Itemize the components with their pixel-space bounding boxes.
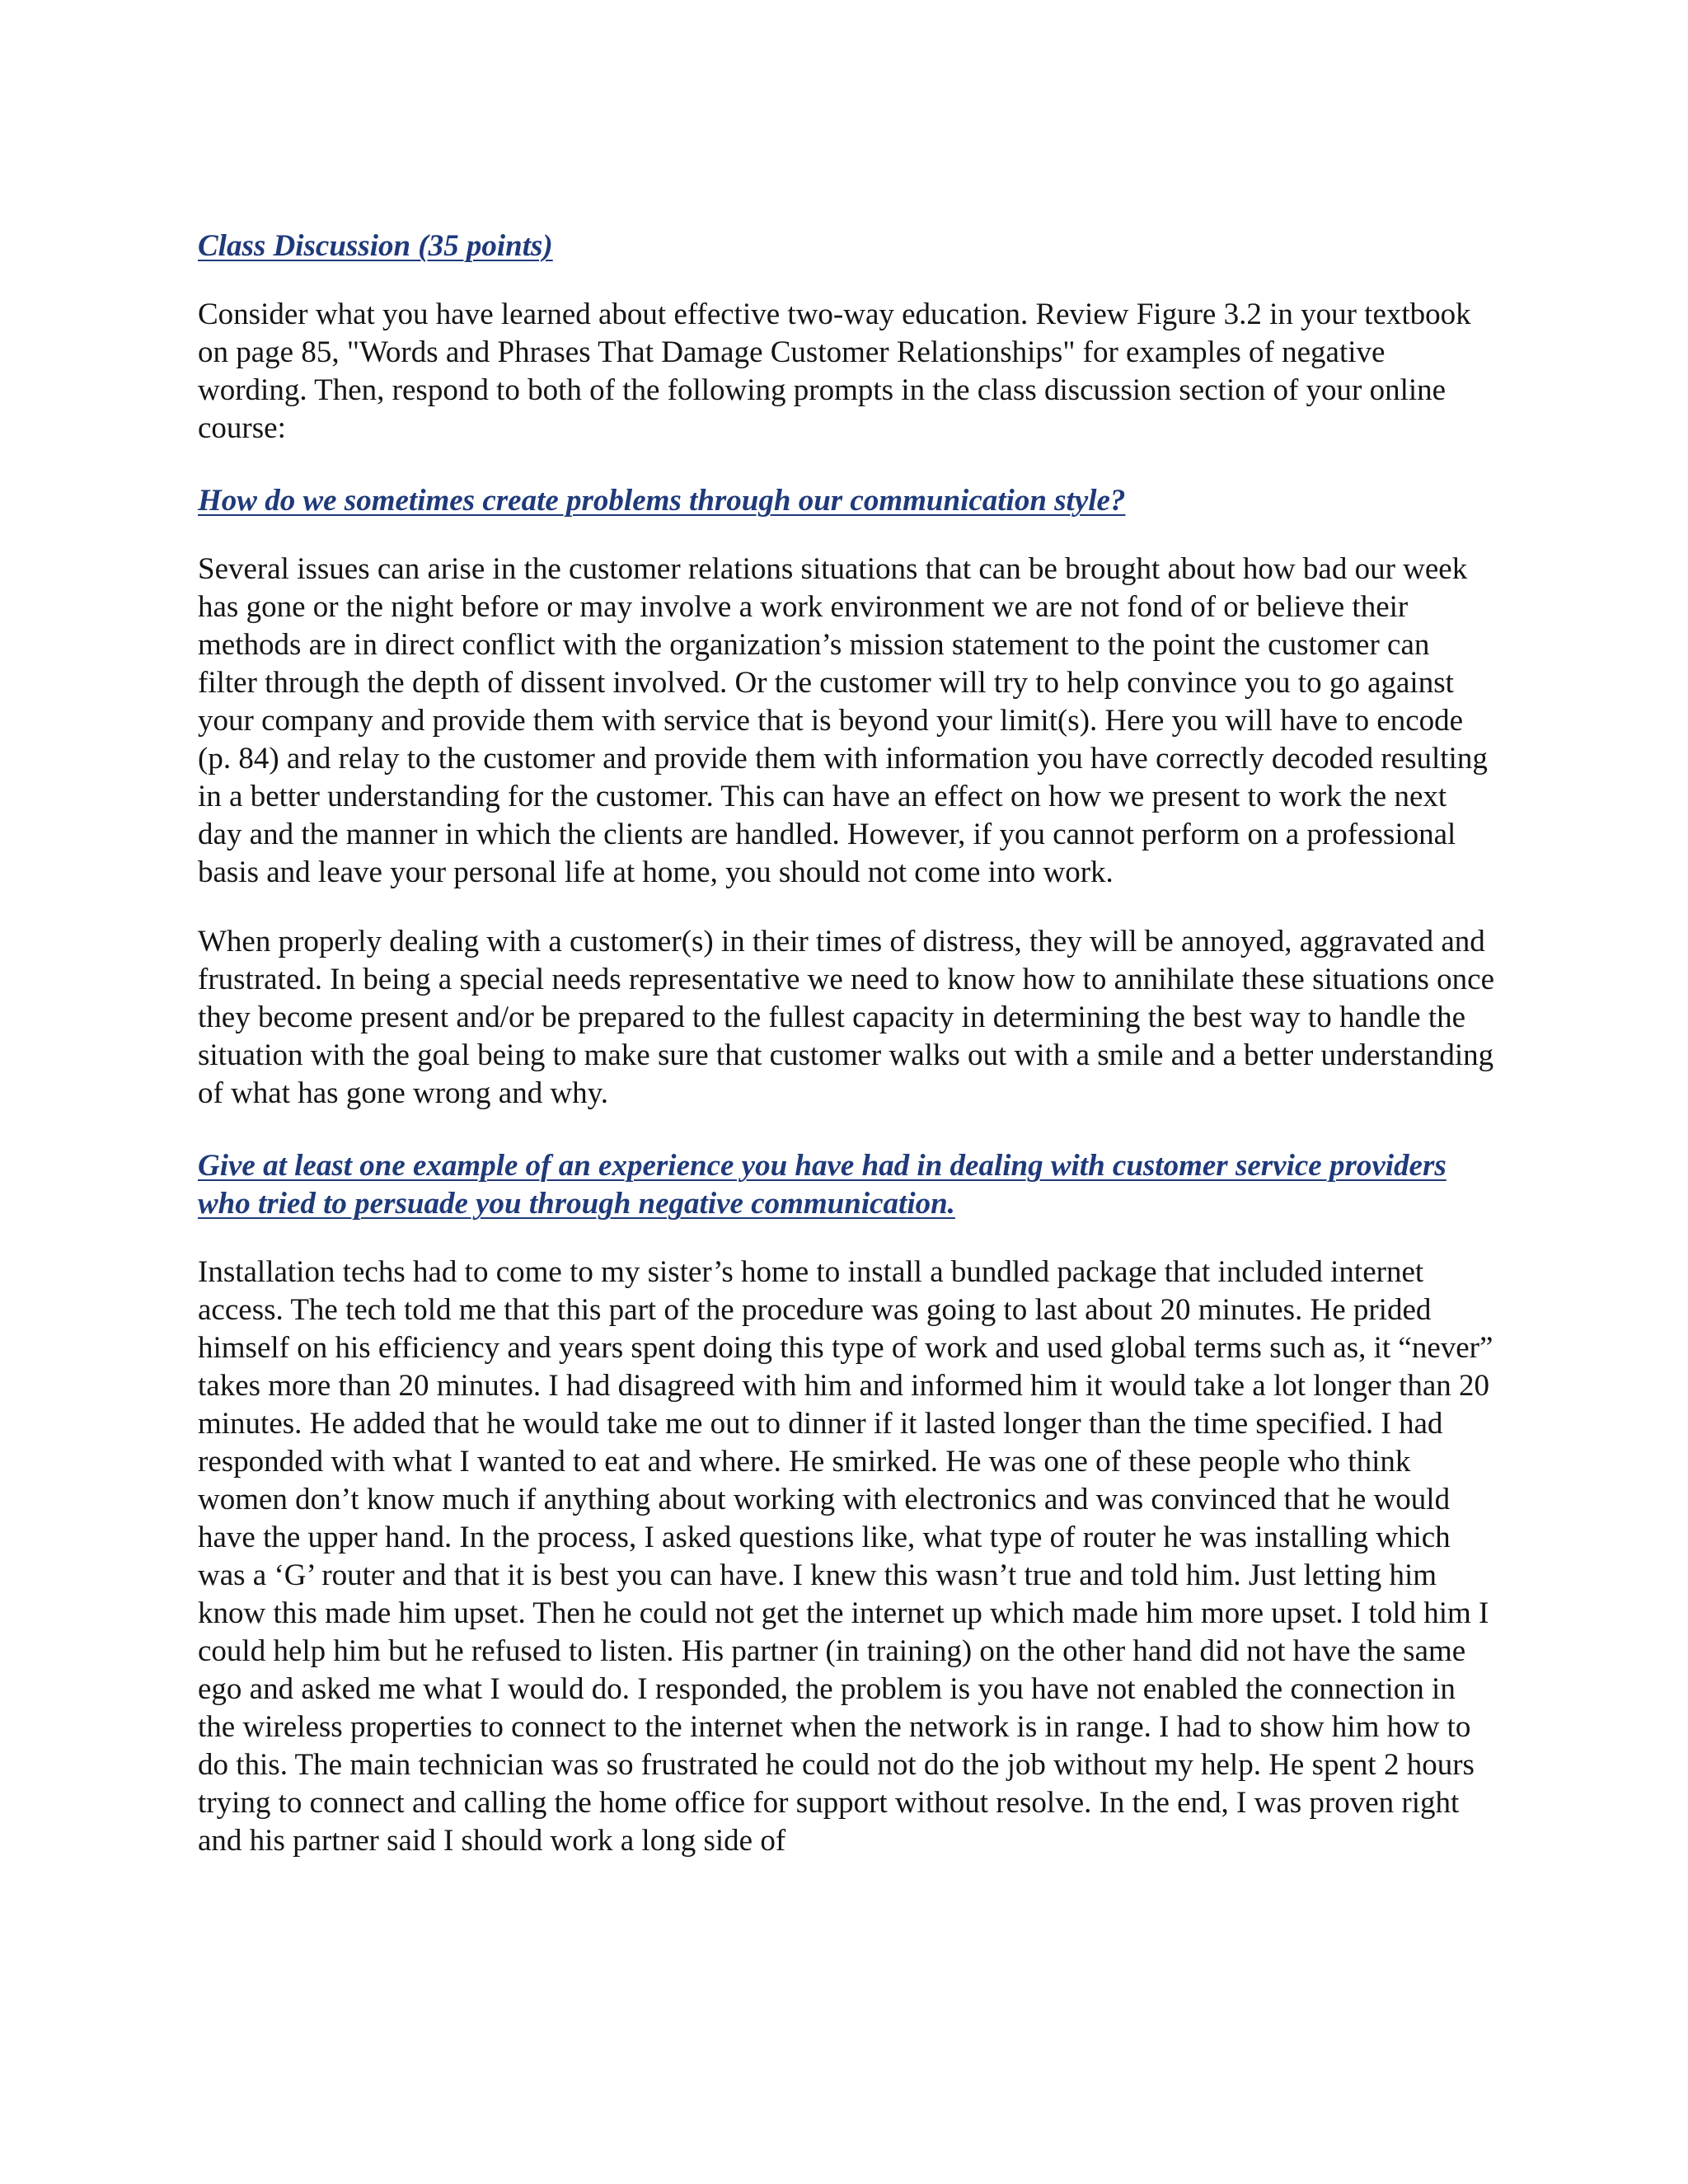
section-title: Class Discussion (35 points) [198, 229, 553, 263]
answer-1-paragraph-1: Several issues can arise in the customer relations situations that can be brought about how bad our week has gone or the night before or may involve a work environment we are not fond of or believe their methods are in direct conflict with the organization’s mission statement to the point the customer can filter through the depth of dissent involved. Or the customer will try to help convince you to go against your company and provide them with service that is beyond your limit(s). Here you will have to encode (p. 84) and relay to the customer and provide them with information you have correctly decoded resulting in a better understanding for the customer. This can have an effect on how we present to work the next day and the manner in which the clients are handled. However, if you cannot perform on a professional basis and leave your personal life at home, you should not come into work. [198, 552, 1488, 889]
answer-2-paragraph-1: Installation techs had to come to my sister’s home to install a bundled package that included internet access. The tech told me that this part of the procedure was going to last about 20 minutes. He prided himself on his efficiency and years spent doing this type of work and used global terms such as, it “never” takes more than 20 minutes. I had disagreed with him and informed him it would take a lot longer than 20 minutes. He added that he would take me out to dinner if it lasted longer than the time specified. I had responded with what I wanted to eat and where. He smirked. He was one of these people who think women don’t know much if anything about working with electronics and was convinced that he would have the upper hand. In the process, I asked questions like, what type of router he was installing which was a ‘G’ router and that it is best you can have. I knew this wasn’t true and told him. Just letting him know this made him upset. Then he could not get the internet up which made him more upset. I told him I could help him but he refused to listen. His partner (in training) on the other hand did not have the same ego and asked me what I would do. I responded, the problem is you have not enabled the connection in the wireless properties to connect to the internet when the network is in range. I had to show him how to do this. The main technician was so frustrated he could not do the job without my help. He spent 2 hours trying to connect and calling the home office for support without resolve. In the end, I was proven right and his partner said I should work a long side of [198, 1255, 1493, 1858]
answer-1-paragraph-2: When properly dealing with a customer(s) in their times of distress, they will be annoyed, aggravated and frustrated. In being a special needs representative we need to know how to annihilate these situations once they become present and/or be prepared to the fullest capacity in determining the best way to handle the situation with the goal being to make sure that customer walks out with a smile and a better understanding of what has gone wrong and why. [198, 925, 1495, 1110]
prompt-2-question: Give at least one example of an experience you have had in dealing with customer service providers who tried to persuade you through negative communication. [198, 1149, 1447, 1221]
prompt-2-answer [198, 1254, 1496, 1860]
document-content [198, 227, 1496, 1860]
prompt-1-question: How do we sometimes create problems through our communication style? [198, 484, 1126, 518]
prompt-1-answer [198, 551, 1496, 1113]
intro-paragraph: Consider what you have learned about effective two-way education. Review Figure 3.2 in your textbook on page 85, "Words and Phrases That Damage Customer Relationships" for examples of negative wording. Then, respond to both of the following prompts in the class discussion section of your online course: [198, 298, 1471, 445]
